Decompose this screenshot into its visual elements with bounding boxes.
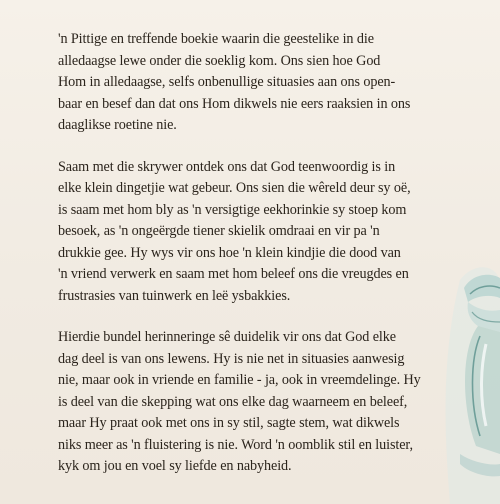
paragraph-line: elke klein dingetjie wat gebeur. Ons sien die wêreld deur sy oë, bbox=[58, 180, 411, 196]
paragraph-1 bbox=[58, 29, 478, 137]
paragraph-2 bbox=[58, 157, 478, 308]
paragraph-line: besoek, as 'n ongeërgde tiener skielik omdraai en vir pa 'n bbox=[58, 223, 380, 239]
paragraph-line: 'n Pittige en treffende boekie waarin die geestelike in die bbox=[58, 31, 374, 47]
paragraph-3 bbox=[58, 327, 478, 478]
paragraph-line: Hierdie bundel herinneringe sê duidelik vir ons dat God elke bbox=[58, 329, 396, 345]
paragraph-line: is deel van die skepping wat ons elke dag waarneem en beleef, bbox=[58, 393, 408, 410]
paragraph-line: 'n vriend verwerk en saam met hom beleef ons die vreugdes en bbox=[58, 266, 409, 282]
paragraph-line: baar en besef dan dat ons Hom dikwels nie eers raaksien in ons bbox=[58, 95, 411, 112]
blurb-text bbox=[58, 29, 478, 498]
paragraph-line: kyk om jou en voel sy liefde en nabyheid. bbox=[58, 458, 292, 474]
paragraph-line: Hom in alledaagse, selfs onbenullige situasies aan ons open- bbox=[58, 74, 396, 90]
paragraph-line: dag deel is van ons lewens. Hy is nie net in situasies aanwesig bbox=[58, 350, 405, 367]
paragraph-line: Saam met die skrywer ontdek ons dat God teenwoordig is in bbox=[58, 158, 396, 175]
paragraph-line: maar Hy praat ook met ons in sy stil, sagte stem, wat dikwels bbox=[58, 415, 400, 431]
paragraph-line: frustrasies van tuinwerk en leë ysbakkies. bbox=[58, 287, 291, 304]
paragraph-line: drukkie gee. Hy wys vir ons hoe 'n klein kindjie die dood van bbox=[58, 244, 401, 261]
paragraph-line: alledaagse lewe onder die soeklig kom. Ons sien hoe God bbox=[58, 52, 381, 69]
paragraph-line: niks meer as 'n fluistering is nie. Word 'n oomblik stil en luister, bbox=[58, 436, 413, 453]
paragraph-line: daaglikse roetine nie. bbox=[58, 117, 177, 133]
paragraph-line: is saam met hom bly as 'n versigtige eekhorinkie sy stoep kom bbox=[58, 201, 407, 218]
paragraph-line: nie, maar ook in vriende en familie - ja, ook in vreemdelinge. Hy bbox=[58, 372, 421, 388]
